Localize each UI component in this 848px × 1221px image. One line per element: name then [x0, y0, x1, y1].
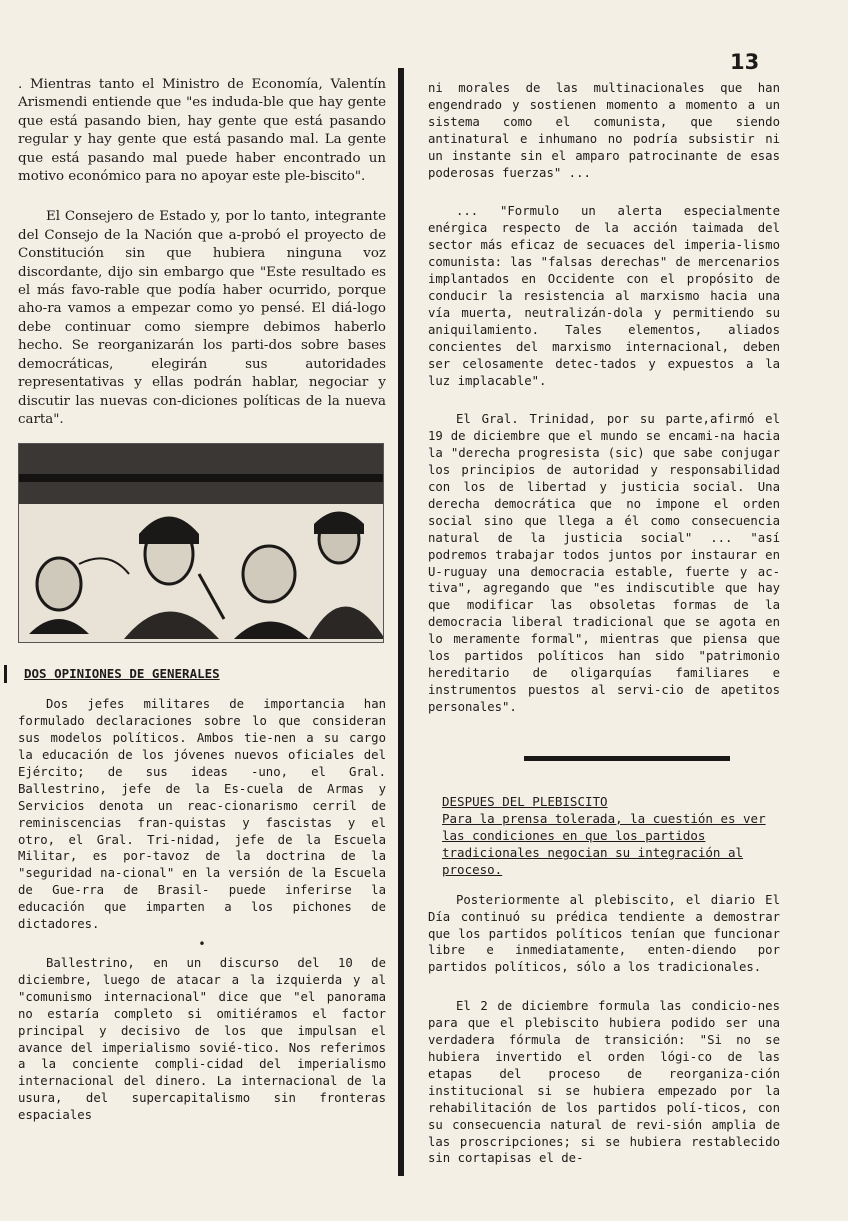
page-number: 13 — [730, 50, 760, 74]
column-divider — [398, 68, 404, 1176]
section-subheading-plebiscito: Para la prensa tolerada, la cuestión es ver las condiciones en que los partidos tradicionales negocian su integración al proceso. — [442, 810, 766, 877]
paragraph-ballestrino: Ballestrino, en un discurso del 10 de diciembre, luego de atacar a la izquierda y al "comunismo internacional" dice que "el panorama no estaría completo si omitiéramos el factor principal y decisivo de los que impulsan el avance del imperialismo sovié-tico. Nos referimos a la conciente compli-cidad del imperialismo internacional del dinero. La internacional de la usura, del supercapitalismo sin fronteras espaciales — [18, 956, 386, 1123]
paragraph-multinacionales: ni morales de las multinacionales que han engendrado y sostienen momento a momento a un sistema como el comunista, que siendo antinatural e inhumano no podría subsistir ni un instante sin el amparo patrocinante de esas poderosas fuerzas" ... — [428, 81, 780, 180]
paragraph-ministro: . Mientras tanto el Ministro de Economía, Valentín Arismendi entiende que "es induda-ble que hay gente que está pasando bien, hay gente que está pasando regular y hay gente que está pasando mal. La gente que está pasando mal puede haber encontrado un motivo económico para no apoyar este ple-biscito". — [18, 77, 386, 185]
caricature-drawing — [19, 444, 384, 643]
right-column — [428, 80, 780, 1167]
paragraph-el-dia: Posteriormente al plebiscito, el diario El Día continuó su prédica tendiente a demostrar que los partidos políticos tenían que funcionar libre e inmediatamente, enten-diendo por partidos políticos, sólo a los tradicionales. — [428, 892, 780, 975]
paragraph-trinidad: El Gral. Trinidad, por su parte,afirmó el 19 de diciembre que el mundo se encami-na hacia la "derecha progresista (sic) que sabe conjugar los principios de autoridad y responsabilidad con los de libertad y justicia social. Una derecha democrática que no impone el orden social sino que llega a él como consecuencia natural de la justicia social" ... "así podremos trabajar todos juntos por instaurar en U-ruguay una democracia estable, fuerte y ac-tiva", agregando que "es indiscutible que hay que modificar las obsoletas formas de la democracia liberal tradicional que se agota en lo meramente formal", mientras que piensa que los partidos políticos han sido "patrimonio hereditario de oligarquías familiares e instrumentos puestos al servi-cio de apetitos personales". — [428, 412, 780, 714]
left-column — [18, 76, 386, 1124]
caricature-illustration-icon — [18, 443, 384, 643]
paragraph-consejero: El Consejero de Estado y, por lo tanto, integrante del Consejo de la Nación que a-probó el proyecto de Constitución sin que hubiera ninguna voz discordante, dijo sin embargo que "Este resultado es el más favo-rable que podía haber ocurrido, porque aho-ra vamos a empezar como yo pensé. El diá-logo debe continuar como siempre debimos haberlo hecho. Se reorganizarán los parti-dos sobre bases democráticas, elegirán sus autoridades representativas y ellas podrán hablar, negociar y discutir las nuevas con-diciones políticas de la nueva carta". — [18, 209, 386, 427]
paragraph-condiciones: El 2 de diciembre formula las condicio-nes para que el plebiscito hubiera podido ser una verdadera fórmula de transición: "Si no se hubiera invertido el orden lógi-co de las etapas del proceso de reorganiza-ción institucional si se hubiera empezado por la rehabilitación de los partidos polí-ticos, con su consecuencia natural de revi-sión amplia de las proscripciones; si se hubiera restablecido sin cortapisas el de- — [428, 999, 780, 1166]
section-generales — [18, 665, 386, 682]
section-heading-plebiscito: DESPUES DEL PLEBISCITO — [442, 793, 608, 809]
section-heading-generales: DOS OPINIONES DE GENERALES — [24, 666, 220, 682]
paragraph-alerta: ... "Formulo un alerta especialmente enérgica respecto de la acción taimada del sector más eficaz de secuaces del imperia-lismo comunista: las "falsas derechas" de mercenarios implantados en Occidente con el propósito de conducir la resistencia al marxismo hacia una vía muerta, neutralizán-dola y permitiendo su aniquilamiento. Tales elementos, aliados concientes del marxismo internacional, deben ser celosamente detec-tados y expuestos a la luz implacable". — [428, 204, 780, 388]
margin-marker — [4, 665, 7, 683]
separator-dot: • — [198, 937, 206, 951]
paragraph-jefes-militares: Dos jefes militares de importancia han formulado declaraciones sobre lo que consideran sus modelos políticos. Ambos tie-nen a su cargo la educación de los jóvenes nuevos oficiales del Ejército; de sus ideas -uno, el Gral. Ballestrino, jefe de la Es-cuela de Armas y Servicios denota un reac-cionarismo cerril de reminiscencias fran-quistas y fascistas y el otro, el Gral. Tri-nidad, jefe de la Escuela Militar, es por-tavoz de la doctrina de la "seguridad na-cional" en la versión de la Escuela de Gue-rra de Brasil- puede inferirse la educación que imparten a los pichones de dictadores. — [18, 697, 386, 932]
